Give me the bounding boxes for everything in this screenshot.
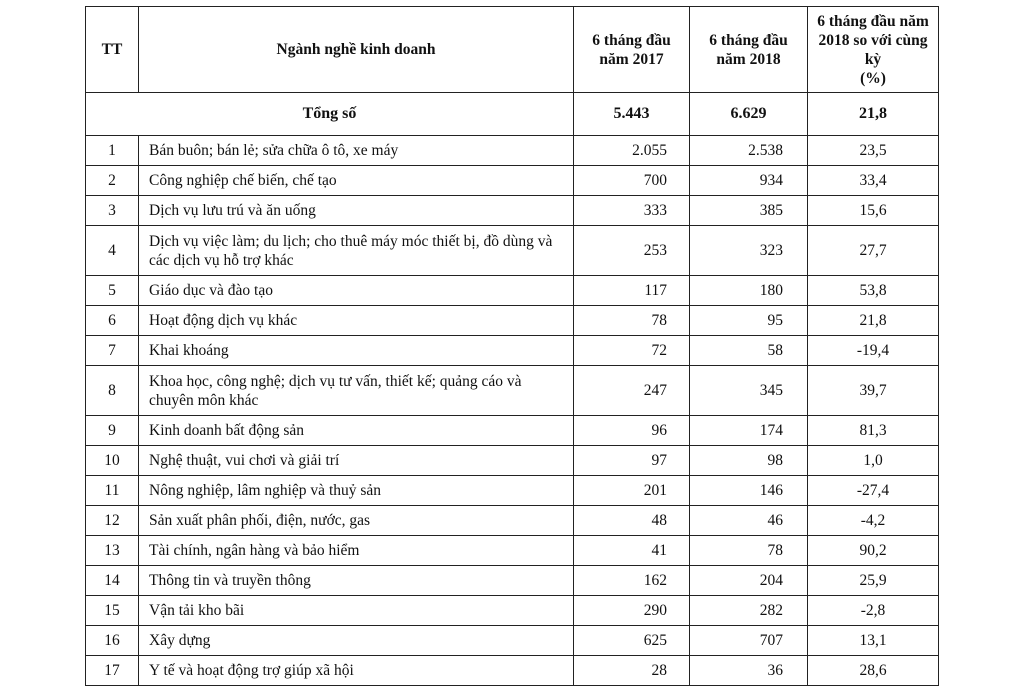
row-change: 28,6 — [808, 656, 939, 686]
row-h1-2018: 707 — [690, 626, 808, 656]
header-industry: Ngành nghề kinh doanh — [139, 7, 574, 93]
row-h1-2018: 46 — [690, 506, 808, 536]
row-h1-2018: 204 — [690, 566, 808, 596]
header-h1-2017-line1: 6 tháng đầu — [592, 31, 671, 49]
header-change-line1: 6 tháng đầu năm — [817, 12, 929, 30]
row-change: 90,2 — [808, 536, 939, 566]
row-industry-name: Hoạt động dịch vụ khác — [139, 306, 574, 336]
row-tt: 11 — [86, 476, 139, 506]
statistics-table-container — [85, 6, 938, 686]
row-tt: 4 — [86, 226, 139, 276]
row-h1-2017: 625 — [574, 626, 690, 656]
row-tt: 2 — [86, 166, 139, 196]
row-industry-name: Nông nghiệp, lâm nghiệp và thuỷ sản — [139, 476, 574, 506]
row-change: 21,8 — [808, 306, 939, 336]
header-h1-2017-line2: năm 2017 — [599, 50, 664, 68]
row-h1-2018: 345 — [690, 366, 808, 416]
row-change: 15,6 — [808, 196, 939, 226]
row-h1-2017: 290 — [574, 596, 690, 626]
table-row — [86, 536, 939, 566]
row-h1-2018: 95 — [690, 306, 808, 336]
table-row — [86, 566, 939, 596]
row-industry-name: Khoa học, công nghệ; dịch vụ tư vấn, thiết kế; quảng cáo và chuyên môn khác — [139, 366, 574, 416]
row-h1-2018: 323 — [690, 226, 808, 276]
header-change — [808, 7, 939, 93]
row-h1-2017: 247 — [574, 366, 690, 416]
table-row — [86, 336, 939, 366]
total-label: Tổng số — [86, 93, 574, 136]
row-tt: 1 — [86, 136, 139, 166]
table-row — [86, 136, 939, 166]
row-change: 27,7 — [808, 226, 939, 276]
row-change: 1,0 — [808, 446, 939, 476]
row-h1-2017: 72 — [574, 336, 690, 366]
row-tt: 16 — [86, 626, 139, 656]
table-row — [86, 446, 939, 476]
row-tt: 14 — [86, 566, 139, 596]
table-row — [86, 276, 939, 306]
table-row — [86, 596, 939, 626]
row-h1-2017: 48 — [574, 506, 690, 536]
row-change: 53,8 — [808, 276, 939, 306]
row-h1-2018: 2.538 — [690, 136, 808, 166]
header-h1-2017 — [574, 7, 690, 93]
row-change: 25,9 — [808, 566, 939, 596]
row-change: -2,8 — [808, 596, 939, 626]
row-h1-2017: 117 — [574, 276, 690, 306]
total-h1-2018: 6.629 — [690, 93, 808, 136]
row-h1-2017: 700 — [574, 166, 690, 196]
table-row — [86, 506, 939, 536]
row-h1-2018: 174 — [690, 416, 808, 446]
table-row — [86, 306, 939, 336]
header-h1-2018-line1: 6 tháng đầu — [709, 31, 788, 49]
row-h1-2017: 97 — [574, 446, 690, 476]
row-industry-name: Y tế và hoạt động trợ giúp xã hội — [139, 656, 574, 686]
total-change: 21,8 — [808, 93, 939, 136]
header-h1-2018-line2: năm 2018 — [716, 50, 781, 68]
row-industry-name: Dịch vụ việc làm; du lịch; cho thuê máy móc thiết bị, đồ dùng và các dịch vụ hỗ trợ khác — [139, 226, 574, 276]
row-tt: 5 — [86, 276, 139, 306]
row-change: 23,5 — [808, 136, 939, 166]
table-row — [86, 166, 939, 196]
row-industry-name: Vận tải kho bãi — [139, 596, 574, 626]
row-tt: 8 — [86, 366, 139, 416]
row-h1-2017: 162 — [574, 566, 690, 596]
row-tt: 7 — [86, 336, 139, 366]
table-row — [86, 656, 939, 686]
row-change: 81,3 — [808, 416, 939, 446]
row-tt: 3 — [86, 196, 139, 226]
row-h1-2017: 2.055 — [574, 136, 690, 166]
row-tt: 13 — [86, 536, 139, 566]
row-change: 33,4 — [808, 166, 939, 196]
row-h1-2017: 333 — [574, 196, 690, 226]
row-h1-2018: 180 — [690, 276, 808, 306]
row-tt: 12 — [86, 506, 139, 536]
statistics-table — [85, 6, 939, 686]
table-row — [86, 366, 939, 416]
row-h1-2017: 253 — [574, 226, 690, 276]
row-industry-name: Thông tin và truyền thông — [139, 566, 574, 596]
table-row — [86, 626, 939, 656]
row-change: -27,4 — [808, 476, 939, 506]
row-change: -19,4 — [808, 336, 939, 366]
row-change: -4,2 — [808, 506, 939, 536]
row-industry-name: Sản xuất phân phối, điện, nước, gas — [139, 506, 574, 536]
row-h1-2018: 98 — [690, 446, 808, 476]
header-row — [86, 7, 939, 93]
table-row — [86, 476, 939, 506]
row-industry-name: Tài chính, ngân hàng và bảo hiểm — [139, 536, 574, 566]
header-h1-2018 — [690, 7, 808, 93]
row-change: 13,1 — [808, 626, 939, 656]
row-h1-2018: 58 — [690, 336, 808, 366]
header-tt: TT — [86, 7, 139, 93]
row-industry-name: Bán buôn; bán lẻ; sửa chữa ô tô, xe máy — [139, 136, 574, 166]
row-tt: 9 — [86, 416, 139, 446]
table-row — [86, 416, 939, 446]
row-industry-name: Dịch vụ lưu trú và ăn uống — [139, 196, 574, 226]
row-industry-name: Khai khoáng — [139, 336, 574, 366]
row-h1-2018: 385 — [690, 196, 808, 226]
total-h1-2017: 5.443 — [574, 93, 690, 136]
row-tt: 6 — [86, 306, 139, 336]
row-industry-name: Công nghiệp chế biến, chế tạo — [139, 166, 574, 196]
header-change-line3: (%) — [860, 69, 886, 87]
row-tt: 17 — [86, 656, 139, 686]
total-row — [86, 93, 939, 136]
row-h1-2018: 282 — [690, 596, 808, 626]
row-h1-2017: 41 — [574, 536, 690, 566]
row-h1-2017: 96 — [574, 416, 690, 446]
table-row — [86, 196, 939, 226]
row-h1-2017: 201 — [574, 476, 690, 506]
row-h1-2018: 78 — [690, 536, 808, 566]
row-h1-2017: 28 — [574, 656, 690, 686]
row-h1-2017: 78 — [574, 306, 690, 336]
row-industry-name: Kinh doanh bất động sản — [139, 416, 574, 446]
table-row — [86, 226, 939, 276]
row-industry-name: Nghệ thuật, vui chơi và giải trí — [139, 446, 574, 476]
header-change-line2: 2018 so với cùng kỳ — [818, 31, 928, 68]
row-h1-2018: 36 — [690, 656, 808, 686]
row-industry-name: Giáo dục và đào tạo — [139, 276, 574, 306]
row-industry-name: Xây dựng — [139, 626, 574, 656]
row-change: 39,7 — [808, 366, 939, 416]
row-tt: 15 — [86, 596, 139, 626]
row-h1-2018: 146 — [690, 476, 808, 506]
row-tt: 10 — [86, 446, 139, 476]
row-h1-2018: 934 — [690, 166, 808, 196]
